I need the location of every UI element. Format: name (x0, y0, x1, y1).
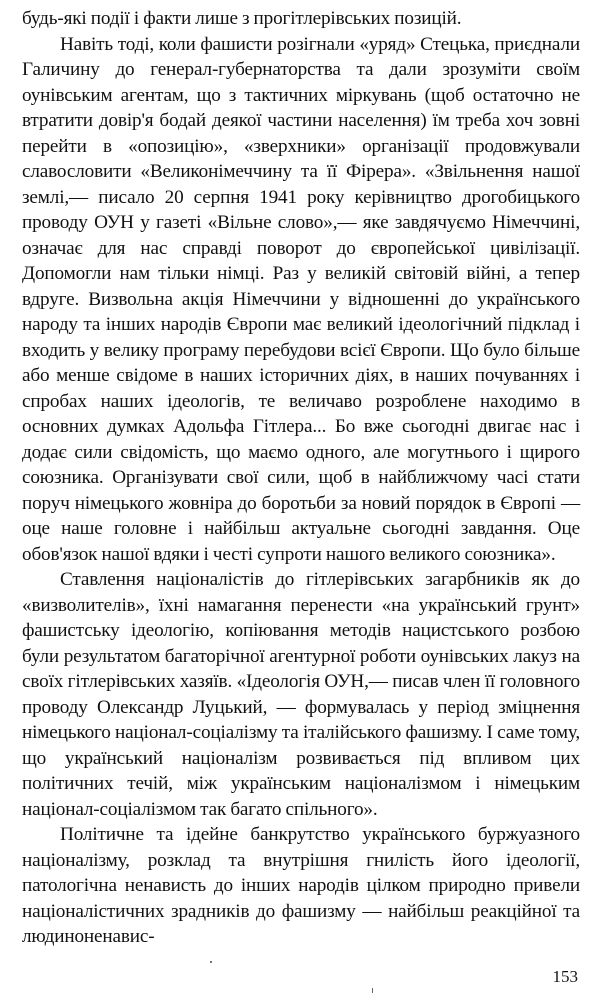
paragraph-2: Навіть тоді, коли фашисти розігнали «уряд» Стецька, приєднали Галичину до генерал-губернаторства та дали зрозуміти своїм оунівським агентам, що з тактичних міркувань (щоб остаточно не втратити довір'я бодай деякої частини населення) їм треба хоч зовні перейти в «опозицію», «зверхники» організації продовжували славословити «Великонімеччину та її Фірера». «Звільнення нашої землі,— писало 20 серпня 1941 року керівництво дрогобицького проводу ОУН у газеті «Вільне слово»,— яке завдячуємо Німеччині, означає для нас справді поворот до європейської цивілізації. Допомогли нам тільки німці. Раз у великій світовій війні, а тепер вдруге. Визвольна акція Німеччини у відношенні до українського народу та інших народів Європи має великий ідеологічний підклад і входить у велику програму перебудови всієї Європи. Що було більше або менше свідоме в наших історичних діях, в наших почуваннях і спробах наших ідеологів, те величаво розроблене находимо в основних думках Адольфа Гітлера... Бо вже сьогодні двигає нас і додає сили свідомість, що маємо одного, але могутнього і щирого союзника. Організувати свої сили, щоб в найближчому часі стати поруч німецького жовніра до боротьби за новий порядок в Європі — оце наше головне і найбільш актуальне сьогодні завдання. Оце обов'язок нашої вдяки і честі супроти нашого великого союзника». (22, 33, 580, 565)
print-speck-mark (372, 988, 373, 993)
print-speck (210, 961, 212, 963)
page-number: 153 (552, 967, 578, 986)
paragraph-1: будь-які події і факти лише з прогітлерівських позицій. (22, 8, 462, 29)
paragraph-3: Ставлення націоналістів до гітлерівських загарбників як до «визволителів», їхні намагання перенести «на український грунт» фашистську ідеологію, копіювання методів нацистського розбою були результатом багаторічної агентурної роботи оунівських лакуз на своїх гітлерівських хазяїв. «Ідеологія ОУН,— писав член її головного проводу Олександр Луцький, — формувалась у період зміцнення німецького націонал-соціалізму та італійського фашизму. І саме тому, що український націоналізм розвивається під впливом цих політичних течій, між українським націоналізмом і німецьким націонал-соціалізмом так багато спільного». (22, 569, 580, 820)
paragraph-4: Політичне та ідейне банкрутство українського буржуазного націоналізму, розклад та внутрішня гнилість його ідеології, патологічна ненависть до інших народів цілком природно привели націоналістичних зрадників до фашизму — найбільш реакційної та людиноненавис- (22, 824, 580, 947)
page-body (22, 6, 580, 966)
